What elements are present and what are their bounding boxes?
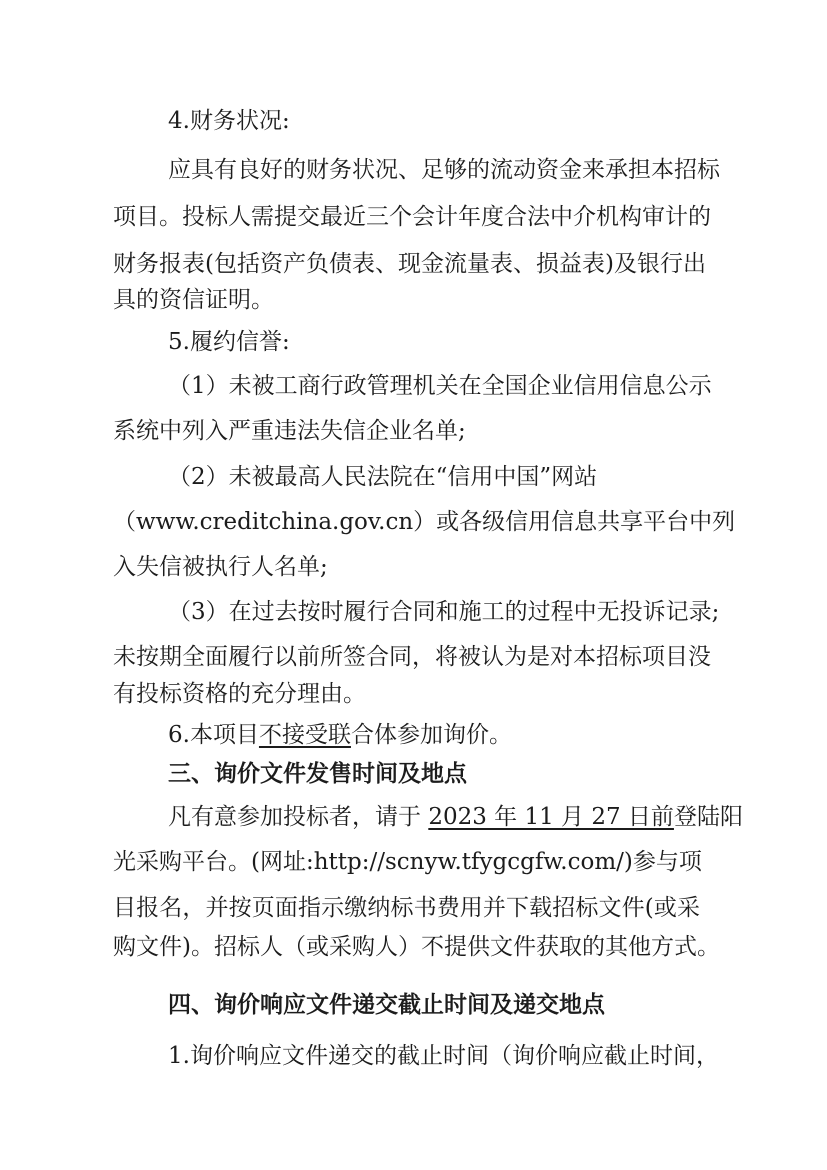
paragraph-line: 具的资信证明。 xyxy=(113,287,274,313)
section-6-prefix: 6.本项目 xyxy=(168,722,259,748)
paragraph-line: 财务报表(包括资产负债表、现金流量表、损益表)及银行出 xyxy=(113,251,706,277)
paragraph-line: 项目。投标人需提交最近三个会计年度合法中介机构审计的 xyxy=(113,204,711,230)
paragraph-line: 1.询价响应文件递交的截止时间（询价响应截止时间， xyxy=(168,1043,719,1069)
section-6-line xyxy=(168,715,827,755)
underlined-text: 不接受联 xyxy=(258,722,351,748)
list-item-line: 系统中列入严重违法失信企业名单; xyxy=(113,418,466,444)
text-run: 登陆阳 xyxy=(673,804,743,830)
list-item-line: （3）在过去按时履行合同和施工的过程中无投诉记录; xyxy=(168,599,720,625)
list-item-line: 未按期全面履行以前所签合同，将被认为是对本招标项目没 xyxy=(113,644,711,670)
heading-3: 三、询价文件发售时间及地点 xyxy=(168,761,467,787)
paragraph-line: 购文件)。招标人（或采购人）不提供文件获取的其他方式。 xyxy=(113,934,720,960)
list-item-line: 入失信被执行人名单; xyxy=(113,554,328,580)
section-6-suffix: 合体参加询价。 xyxy=(350,722,512,748)
list-item-line: （1）未被工商行政管理机关在全国企业信用信息公示 xyxy=(168,373,712,399)
paragraph-line: 应具有良好的财务状况、足够的流动资金来承担本招标 xyxy=(168,157,720,183)
list-item-line: （www.creditchina.gov.cn）或各级信用信息共享平台中列 xyxy=(113,509,736,535)
text-run: 凡有意参加投标者，请于 xyxy=(168,804,421,830)
paragraph-line xyxy=(168,797,827,837)
section-4-title: 4.财务状况: xyxy=(168,108,290,134)
deadline-date: 2023 年 11 月 27 日前 xyxy=(428,804,674,830)
list-item-line: （2）未被最高人民法院在“信用中国”网站 xyxy=(168,464,598,490)
paragraph-line: 光采购平台。(网址:http://scnyw.tfygcgfw.com/)参与项 xyxy=(113,849,702,875)
section-5-title: 5.履约信誉: xyxy=(168,329,290,355)
paragraph-line: 目报名，并按页面指示缴纳标书费用并下载招标文件(或采 xyxy=(113,895,700,921)
heading-4: 四、询价响应文件递交截止时间及递交地点 xyxy=(168,992,605,1018)
list-item-line: 有投标资格的充分理由。 xyxy=(113,681,366,707)
